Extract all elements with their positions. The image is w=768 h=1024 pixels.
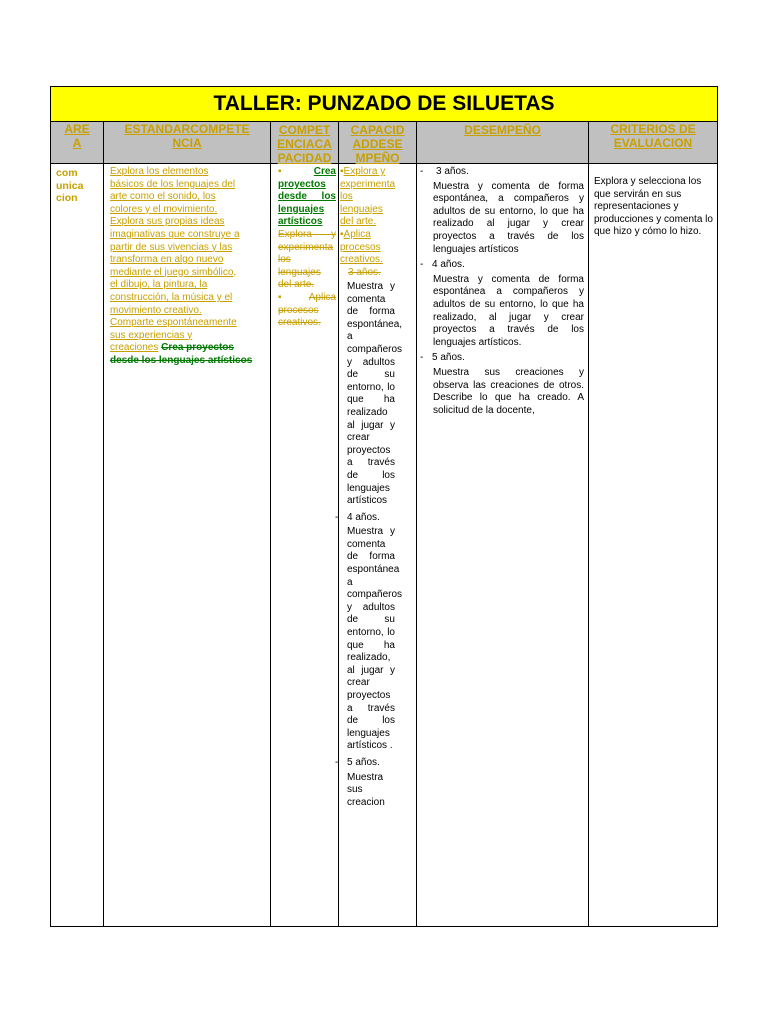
header-area: ARE A xyxy=(51,122,104,164)
estandar-line: transforma en algo nuevo xyxy=(110,254,224,266)
estandar-last-plain: creaciones xyxy=(110,342,159,354)
estandar-line: el dibujo, la pintura, la xyxy=(110,279,208,291)
estandar-line: mediante el juego simbólico, xyxy=(110,266,237,278)
header-capacidad: CAPACID ADDESE MPEÑO xyxy=(339,122,417,164)
estandar-line: movimiento creativo. xyxy=(110,304,202,316)
estandar-line: arte como el sonido, los xyxy=(110,191,216,203)
estandar-struck: Crea proyectos desde los lenguajes artísticos xyxy=(110,342,253,366)
estandar-line: Comparte espontáneamente xyxy=(110,317,237,329)
header-estandar: ESTANDARCOMPETE NCIA xyxy=(104,122,271,164)
desempeno-age-3: 5 años. xyxy=(432,352,465,364)
document-table xyxy=(50,86,718,927)
desempeno-age-1: 3 años. xyxy=(436,166,469,177)
competencia-struck2: Aplica procesos creativos. xyxy=(278,291,336,329)
competencia-green: Crea proyectos desde los lenguajes artísticos xyxy=(278,166,336,228)
estandar-line: partir de sus vivencias y las xyxy=(110,241,233,253)
capacidad-column xyxy=(335,164,417,926)
estandar-column xyxy=(104,164,271,926)
header-criterios: CRITERIOS DE EVALUACION xyxy=(589,122,717,164)
desempeno-text-3: Muestra sus creaciones y observa las creaciones de otros. Describe lo que ha creado. A solicitud de la docente, xyxy=(433,366,584,416)
estandar-line: colores y el movimiento. xyxy=(110,203,218,215)
capacidad-blocks: Muestra y comenta de forma espontánea, a compañeros y adultos de su entorno, lo que ha realizado al jugar y crear proyectos a través de los lenguajes artísticos - 4 años. Muestra y comenta de forma espontánea a compañeros y adultos de su entorno, lo que ha realizado, al jugar y crear proyectos a través de los lenguajes artísticos . - 5 años. Muestra sus creacion xyxy=(335,281,403,808)
capacidad-block-3: Muestra sus creacion xyxy=(347,771,385,808)
capacidad-item1: Explora y experimenta los lenguajes del arte. xyxy=(340,166,396,228)
capacidad-item2: Aplica procesos creativos. xyxy=(340,228,383,266)
capacidad-struck-age: 3 años. xyxy=(348,266,381,278)
estandar-line: sus experiencias y xyxy=(110,329,193,341)
desempeno-age-2: 4 años. xyxy=(432,259,465,271)
capacidad-age-2: 4 años. xyxy=(347,511,380,523)
estandar-line: construcción, la música y el xyxy=(110,291,233,303)
estandar-text xyxy=(110,166,264,368)
competencia-column xyxy=(271,164,339,926)
desempeno-text: - 3 años. Muestra y comenta de forma espontánea, a compañeros y adultos de su entorno, lo que ha realizado al jugar y crear proyectos a través de los lenguajes artísticos - 4 años. Muestra y comenta de forma espontánea a compañeros y adultos de su entorno, lo que ha realizado, al jugar y crear proyectos a través de los lenguajes artísticos. - 5 años. Muestra sus creaciones y observa las creaciones de otros. Describe lo que ha creado. A solicitud de la docente, xyxy=(420,166,584,416)
page-title: TALLER: PUNZADO DE SILUETAS xyxy=(51,87,717,122)
capacidad-block-2: Muestra y comenta de forma espontánea a compañeros y adultos de su entorno, lo que ha realizado, al jugar y crear proyectos a través de los lenguajes artísticos . xyxy=(347,526,403,752)
competencia-struck1: Explora y experimenta los lenguajes del arte. xyxy=(278,228,336,291)
estandar-line: Explora los elementos xyxy=(110,166,209,177)
estandar-line: básicos de los lenguajes del xyxy=(110,178,236,190)
desempeno-text-1: Muestra y comenta de forma espontánea, a compañeros y adultos de su entorno, lo que ha realizado al jugar y crear proyectos a través de los lenguajes artísticos xyxy=(433,180,584,255)
area-column xyxy=(51,164,104,926)
area-text: com unica cion xyxy=(56,167,84,204)
criterios-column xyxy=(589,164,717,926)
desempeno-text-2: Muestra y comenta de forma espontánea a compañeros y adultos de su entorno, lo que ha realizado, al jugar y crear proyectos a través de los lenguajes artísticos. xyxy=(433,273,584,348)
desempeno-column xyxy=(417,164,589,926)
capacidad-block-1: Muestra y comenta de forma espontánea, a compañeros y adultos de su entorno, lo que ha realizado al jugar y crear proyectos a través de los lenguajes artísticos xyxy=(347,281,403,507)
competencia-text: ▪Crea proyectos desde los lenguajes artísticos Explora y experimenta los lenguajes del arte. ▪Aplica procesos creativos. xyxy=(278,166,336,329)
criterios-text: Explora y selecciona los que servirán en sus representaciones y producciones y comenta lo que hizo y cómo lo hizo. xyxy=(594,176,713,238)
capacidad-age-3: 5 años. xyxy=(347,756,380,768)
header-competencia: COMPET ENCIACA PACIDAD xyxy=(271,122,339,164)
header-desempeno: DESEMPEÑO xyxy=(417,122,589,164)
estandar-line: imaginativas que construye a xyxy=(110,228,240,240)
capacidad-text: ▪Explora y experimenta los lenguajes del arte. ▪Aplica procesos creativos. 3 años. xyxy=(340,166,396,278)
estandar-line: Explora sus propias ideas xyxy=(110,216,225,228)
